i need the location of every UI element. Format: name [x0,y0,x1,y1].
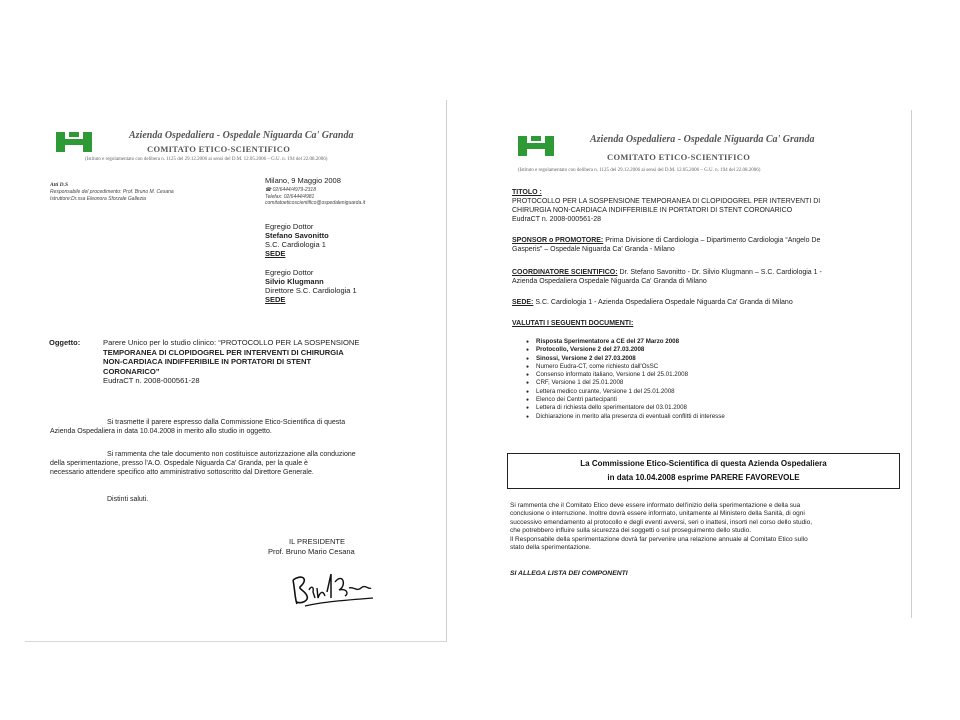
letter-page-left [25,100,447,642]
attachment-note: SI ALLEGA LISTA DEI COMPONENTI [510,570,628,577]
atti-label: Atti D.S [50,182,69,188]
recipient-place: SEDE [265,295,286,304]
oggetto-line: TEMPORANEA DI CLOPIDOGREL PER INTERVENTI DI CHIRURGIA [103,347,344,357]
salutation: Distinti saluti. [107,496,149,503]
closing-paragraph [510,502,902,552]
eudract-number: EudraCT n. 2008-000561-28 [512,216,601,223]
responsible-info [50,189,174,202]
sede-text: S.C. Cardiologia 1 - Azienda Ospedaliera Ospedale Niguarda Ca' Granda di Milano [533,299,793,306]
recipient-name: Stefano Savonitto [265,231,329,240]
letter-page-right [494,110,912,618]
paragraph-line: necessario attendere specifico atto amministrativo sottoscritto dal Direttore Generale. [50,469,314,477]
recipient-dept: S.C. Cardiologia 1 [265,240,326,249]
recipient-block-2 [265,268,357,304]
closing-line: Il Responsabile della sperimentazione dovrà far pervenire una relazione annuale al Comitato Etico sullo [510,535,808,543]
coordinator-text: Dr. Stefano Savonitto - Dr. Silvio Klugmann – S.C. Cardiologia 1 - [617,269,822,276]
paragraph-line: Si rammenta che tale documento non costituisce autorizzazione alla conduzione [107,451,356,458]
recipient-title: Egregio Dottor [265,222,314,231]
titolo-line: PROTOCOLLO PER LA SOSPENSIONE TEMPORANEA DI CLOPIDOGREL PER INTERVENTI DI [512,198,821,205]
recipient-place: SEDE [265,249,286,258]
recipient-name: Silvio Klugmann [265,277,324,286]
oggetto-text [103,338,359,386]
paragraph-line: della sperimentazione, presso l'A.O. Ospedale Niguarda Ca' Granda, per la quale è [50,460,308,468]
valutati-label: VALUTATI I SEGUENTI DOCUMENTI: [512,320,634,327]
titolo-section [512,188,820,224]
oggetto-line: CORONARICO” [103,366,160,376]
paragraph-line: Si trasmette il parere espresso dalla Commissione Etico-Scientifica di questa [107,419,346,426]
oggetto-line: NON-CARDIACA INDIFFERIBILE IN PORTATORI DI STENT [103,357,312,367]
hospital-logo-icon [518,136,554,156]
hospital-logo-icon [56,132,92,152]
sede-section [512,298,793,307]
fax-line: Telefax: 02/6444/4981 [265,193,315,200]
paragraph-line: Azienda Ospedaliera in data 10.04.2008 in merito allo studio in oggetto. [50,428,272,436]
coordinator-section [512,268,904,286]
list-item: ● Lettera di richiesta dello sperimentatore del 03.01.2008 [526,404,725,412]
committee-name: COMITATO ETICO-SCIENTIFICO [147,144,291,154]
institution-note: (Istituto e regolamentato con delibera n. 1125 del 29.12.2006 ai sensi del D.M. 12.05.2006 – G.U. n. 194 del 22.08.2006) [518,168,761,173]
opinion-box [507,453,900,489]
list-item: ● Lettera medico curante, Versione 1 del 25.01.2008 [526,388,725,396]
recipient-title: Egregio Dottor [265,268,314,277]
email-line: comitatoeticoscientifico@ospedaleniguarda.it [265,200,366,206]
sponsor-text: Prima Divisione di Cardiologia – Dipartimento Cardiologia “Angelo De [603,237,821,244]
sponsor-section [512,236,904,254]
coordinator-label: COORDINATORE SCIENTIFICO: [512,269,618,276]
contact-info [265,187,365,207]
list-item: ● Sinossi, Versione 2 del 27.03.2008 [526,355,725,363]
eudract-number: EudraCT n. 2008-000561-28 [103,376,200,386]
list-item: ● Protocollo, Versione 2 del 27.03.2008 [526,346,725,354]
closing-line: che potrebbero influire sulla sicurezza dei soggetti o sul proseguimento dello studio. [510,527,752,535]
sponsor-line: Gasperis” – Ospedale Niguarda Ca' Granda - Milano [512,246,675,253]
closing-line: conclusione o interruzione. Inoltre dovrà essere informato, unitamente al Ministero della Sanità, di ogni [510,510,805,518]
responsible-line: Responsabile del procedimento: Prof. Bruno M. Cesana [50,189,174,195]
list-item: ● Risposta Sperimentatore a CE del 27 Marzo 2008 [526,338,725,346]
instructor-line: Istruttore:Dr.ssa Eleonora Sforzale Gallezia [50,195,146,202]
titolo-line: CHIRURGIA NON-CARDIACA INDIFFERIBILE IN PORTATORI DI STENT CORONARICO [512,207,793,214]
institution-note: (Istituto e regolamentato con delibera n. 1125 del 29.12.2006 ai sensi del D.M. 12.05.2006 – G.U. n. 194 del 22.08.2006) [85,157,328,162]
sponsor-label: SPONSOR o PROMOTORE: [512,237,604,244]
list-item: ● CRF, Versione 1 del 25.01.2008 [526,379,725,387]
documents-list [526,338,725,421]
paragraph-2 [50,450,356,478]
list-item: ● Consenso informato italiano, Versione 1 del 25.01.2008 [526,371,725,379]
recipient-block-1 [265,222,329,258]
letter-date: Milano, 9 Maggio 2008 [265,176,341,185]
president-name: Prof. Bruno Mario Cesana [268,547,355,556]
paragraph-1 [50,418,345,436]
hospital-name: Azienda Ospedaliera - Ospedale Niguarda Ca' Granda [129,130,354,141]
president-signature [287,568,377,610]
hospital-name: Azienda Ospedaliera - Ospedale Niguarda Ca' Granda [590,134,815,145]
coordinator-line: Azienda Ospedaliera Ospedale Niguarda Ca' Granda di Milano [512,278,707,285]
recipient-dept: Direttore S.C. Cardiologia 1 [265,286,357,295]
oggetto-line: Parere Unico per lo studio clinico: “PROTOCOLLO PER LA SOSPENSIONE [103,338,360,347]
closing-line: successivo emendamento al protocollo e degli eventi avversi, seri o inattesi, insorti nel corso dello studio, [510,518,813,526]
list-item: ● Dichiarazione in merito alla presenza di eventuali conflitti di interesse [526,413,725,421]
oggetto-label: Oggetto: [49,338,81,347]
opinion-line: La Commissione Etico-Scientifica di questa Azienda Ospedaliera [580,459,827,468]
phone-line: ☎ 02/6444/4979-2318 [265,187,316,193]
president-title: IL PRESIDENTE [289,537,345,546]
committee-name: COMITATO ETICO-SCIENTIFICO [607,152,751,162]
titolo-label: TITOLO : [512,189,542,196]
opinion-line: in data 10.04.2008 esprime PARERE FAVOREVOLE [607,473,800,482]
list-item: ● Numero Eudra-CT, come richiesto dall'OsSC [526,363,725,371]
closing-line: stato della sperimentazione. [510,544,591,552]
closing-line: Si rammenta che il Comitato Etico deve essere informato dell'inizio della sperimentazione e della sua [510,502,801,509]
sede-label: SEDE: [512,299,534,306]
list-item: ● Elenco dei Centri partecipanti [526,396,725,404]
